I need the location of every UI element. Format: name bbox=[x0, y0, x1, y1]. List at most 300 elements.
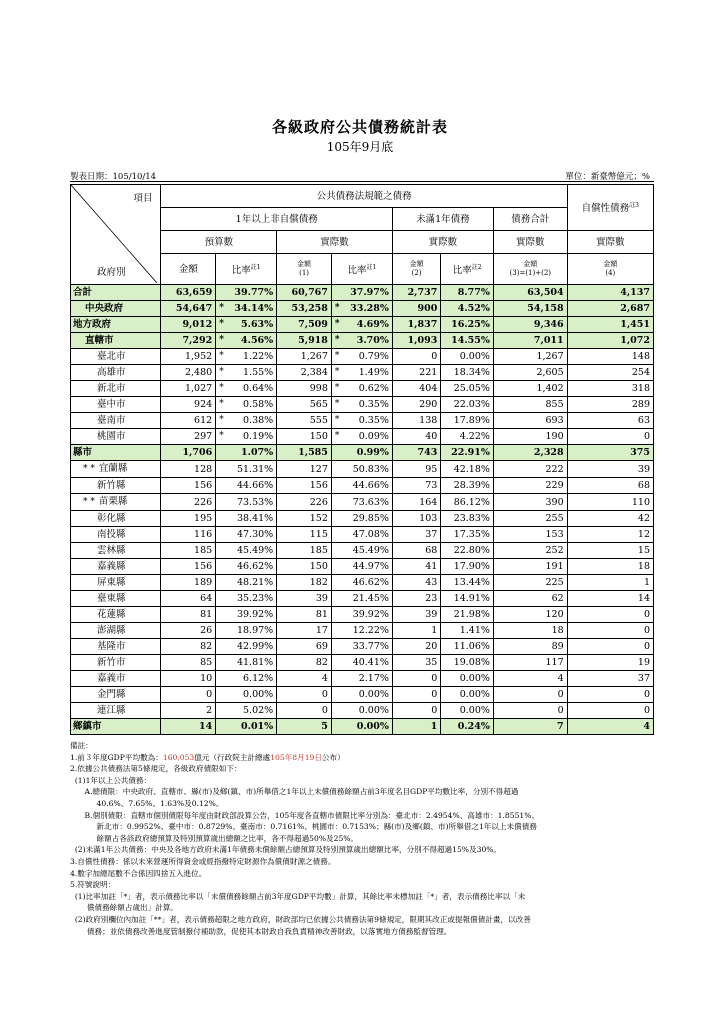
budget-ratio-cell bbox=[216, 397, 277, 413]
total-debt-cell: 62 bbox=[493, 591, 567, 607]
gov-name-cell bbox=[71, 461, 161, 478]
actual-amount-cell: 60,767 bbox=[277, 285, 332, 301]
note-line: 4.數字加總尾數不合係因四捨五入進位。 bbox=[70, 868, 207, 878]
budget-amount-cell: 189 bbox=[161, 575, 216, 591]
self-liquidating-cell: 63 bbox=[567, 413, 653, 429]
total-debt-cell: 390 bbox=[493, 494, 567, 511]
header-item: 項目 bbox=[133, 193, 153, 204]
budget-ratio-cell bbox=[216, 511, 277, 527]
short-term-amount-cell: 0 bbox=[392, 671, 440, 687]
actual-amount-cell: 53,258 bbox=[277, 301, 332, 317]
gov-name: 鄉鎮市 bbox=[73, 721, 102, 732]
gov-name-cell bbox=[71, 543, 161, 559]
self-liquidating-cell: 0 bbox=[567, 623, 653, 639]
table-row bbox=[71, 575, 654, 591]
ratio-value: 0.62% bbox=[358, 383, 389, 394]
table-row bbox=[71, 381, 654, 397]
gov-name-cell bbox=[71, 413, 161, 429]
short-term-amount-cell: 37 bbox=[392, 527, 440, 543]
ratio-value: 44.66% bbox=[236, 480, 274, 491]
budget-ratio-cell bbox=[216, 639, 277, 655]
short-term-ratio-cell: 13.44% bbox=[441, 575, 494, 591]
ratio-value: 73.63% bbox=[352, 496, 389, 508]
header-amount-5: 金額 (4) bbox=[567, 254, 653, 285]
self-liquidating-cell: 1,451 bbox=[567, 317, 653, 333]
budget-amount-cell: 81 bbox=[161, 607, 216, 623]
gov-name: 合計 bbox=[73, 287, 93, 298]
gov-name: 嘉義市 bbox=[97, 673, 126, 684]
ratio-value: 39.92% bbox=[352, 609, 389, 620]
ratio-value: 0.00% bbox=[358, 689, 389, 700]
short-term-amount-cell: 1 bbox=[392, 623, 440, 639]
actual-amount-cell: 1,267 bbox=[277, 349, 332, 365]
total-debt-cell: 120 bbox=[493, 607, 567, 623]
self-liquidating-cell: 0 bbox=[567, 687, 653, 703]
total-debt-cell: 1,267 bbox=[493, 349, 567, 365]
actual-ratio-cell bbox=[331, 607, 392, 623]
ratio-value: 5.63% bbox=[241, 319, 274, 330]
ratio-value: 0.00% bbox=[358, 705, 389, 716]
note-line: 2.依據公共債務法第5條規定，各級政府債限如下： bbox=[70, 764, 242, 774]
gov-name: 新竹市 bbox=[97, 657, 126, 668]
budget-amount-cell: 26 bbox=[161, 623, 216, 639]
short-term-ratio-cell: 18.34% bbox=[441, 365, 494, 381]
budget-ratio-cell bbox=[216, 591, 277, 607]
table-row bbox=[71, 559, 654, 575]
budget-amount-cell: 1,952 bbox=[161, 349, 216, 365]
budget-amount-cell: 2 bbox=[161, 703, 216, 719]
header-ratio-1: 比率$^{註1}$ bbox=[216, 254, 277, 285]
table-row bbox=[71, 655, 654, 671]
gov-name-cell bbox=[71, 591, 161, 607]
gov-name: 澎湖縣 bbox=[97, 625, 126, 636]
report-date: 製表日期：105/10/14 bbox=[70, 172, 157, 182]
total-debt-cell: 117 bbox=[493, 655, 567, 671]
gov-name-cell bbox=[71, 623, 161, 639]
header-ratio-3: 比率$^{註2}$ bbox=[441, 254, 494, 285]
page-subtitle: 105年9月底 bbox=[326, 140, 394, 154]
self-liquidating-cell: 37 bbox=[567, 671, 653, 687]
table-row bbox=[71, 413, 654, 429]
short-term-amount-cell: 1,837 bbox=[392, 317, 440, 333]
budget-ratio-cell bbox=[216, 527, 277, 543]
gov-name: 中央政府 bbox=[85, 303, 124, 314]
total-debt-cell: 855 bbox=[493, 397, 567, 413]
table-row bbox=[71, 285, 654, 301]
gov-name: 直轄市 bbox=[85, 335, 114, 346]
gov-name-cell bbox=[71, 559, 161, 575]
budget-amount-cell: 156 bbox=[161, 559, 216, 575]
ratio-value: 1.55% bbox=[243, 367, 274, 378]
budget-amount-cell: 9,012 bbox=[161, 317, 216, 333]
budget-ratio-cell bbox=[216, 461, 277, 478]
table-row bbox=[71, 478, 654, 494]
actual-ratio-cell bbox=[331, 478, 392, 494]
gov-name: 南投縣 bbox=[97, 529, 126, 540]
gov-name: 雲林縣 bbox=[97, 545, 126, 556]
total-debt-cell: 9,346 bbox=[493, 317, 567, 333]
gdp-ratio-mark: * bbox=[334, 335, 340, 345]
note-line: 5.符號說明： bbox=[70, 880, 116, 890]
table-row bbox=[71, 301, 654, 317]
gov-name-cell bbox=[71, 429, 161, 445]
gdp-ratio-mark: * bbox=[334, 367, 340, 377]
ratio-value: 46.62% bbox=[352, 577, 389, 588]
actual-amount-cell: 39 bbox=[277, 591, 332, 607]
short-term-amount-cell: 138 bbox=[392, 413, 440, 429]
ratio-value: 0.79% bbox=[358, 351, 389, 362]
actual-amount-cell: 1,585 bbox=[277, 445, 332, 461]
note-line: 餘額占各該政府總預算及特別預算歲出總額之比率，各不得超過50%及25%。 bbox=[70, 833, 359, 843]
self-liquidating-cell: 4 bbox=[567, 719, 653, 735]
budget-amount-cell: 14 bbox=[161, 719, 216, 735]
self-liquidating-cell: 1,072 bbox=[567, 333, 653, 349]
actual-amount-cell: 69 bbox=[277, 639, 332, 655]
gov-name-cell bbox=[71, 349, 161, 365]
total-debt-cell: 2,605 bbox=[493, 365, 567, 381]
short-term-amount-cell: 404 bbox=[392, 381, 440, 397]
actual-amount-cell: 127 bbox=[277, 461, 332, 478]
short-term-amount-cell: 41 bbox=[392, 559, 440, 575]
budget-ratio-cell bbox=[216, 719, 277, 735]
budget-ratio-cell bbox=[216, 494, 277, 511]
short-term-amount-cell: 20 bbox=[392, 639, 440, 655]
short-term-amount-cell: 73 bbox=[392, 478, 440, 494]
short-term-amount-cell: 2,737 bbox=[392, 285, 440, 301]
total-debt-cell: 0 bbox=[493, 687, 567, 703]
budget-amount-cell: 116 bbox=[161, 527, 216, 543]
short-term-ratio-cell: 17.90% bbox=[441, 559, 494, 575]
actual-amount-cell: 82 bbox=[277, 655, 332, 671]
ratio-value: 1.49% bbox=[358, 367, 389, 378]
budget-amount-cell: 195 bbox=[161, 511, 216, 527]
ratio-value: 2.17% bbox=[358, 673, 389, 684]
actual-amount-cell: 81 bbox=[277, 607, 332, 623]
budget-ratio-cell bbox=[216, 478, 277, 494]
gov-name-cell bbox=[71, 445, 161, 461]
ratio-value: 37.97% bbox=[350, 287, 389, 298]
gov-name-cell bbox=[71, 317, 161, 333]
total-debt-cell: 693 bbox=[493, 413, 567, 429]
gov-name: 新竹縣 bbox=[97, 480, 126, 491]
ratio-value: 33.77% bbox=[352, 641, 389, 652]
ratio-value: 51.31% bbox=[236, 463, 274, 475]
self-liquidating-cell: 318 bbox=[567, 381, 653, 397]
short-term-ratio-cell: 14.55% bbox=[441, 333, 494, 349]
self-liquidating-cell: 4,137 bbox=[567, 285, 653, 301]
gov-name-cell bbox=[71, 527, 161, 543]
total-debt-cell: 255 bbox=[493, 511, 567, 527]
actual-ratio-cell bbox=[331, 494, 392, 511]
ratio-value: 34.14% bbox=[234, 303, 274, 314]
short-term-amount-cell: 0 bbox=[392, 349, 440, 365]
actual-ratio-cell bbox=[331, 381, 392, 397]
short-term-ratio-cell: 28.39% bbox=[441, 478, 494, 494]
actual-amount-cell: 115 bbox=[277, 527, 332, 543]
gdp-ratio-mark: * bbox=[334, 415, 340, 425]
budget-ratio-cell bbox=[216, 543, 277, 559]
gov-name-cell bbox=[71, 511, 161, 527]
table-row bbox=[71, 687, 654, 703]
over-limit-mark: * * bbox=[83, 464, 95, 474]
ratio-value: 41.81% bbox=[236, 657, 274, 668]
table-row bbox=[71, 461, 654, 478]
header-budget: 預算數 bbox=[161, 231, 277, 254]
self-liquidating-cell: 0 bbox=[567, 639, 653, 655]
budget-ratio-cell bbox=[216, 575, 277, 591]
budget-amount-cell: 924 bbox=[161, 397, 216, 413]
table-row bbox=[71, 365, 654, 381]
actual-ratio-cell bbox=[331, 397, 392, 413]
ratio-value: 5.02% bbox=[243, 705, 274, 716]
header-amount-4: 金額 (3)=(1)+(2) bbox=[493, 254, 567, 285]
total-debt-cell: 1,402 bbox=[493, 381, 567, 397]
self-liquidating-cell: 2,687 bbox=[567, 301, 653, 317]
actual-ratio-cell bbox=[331, 365, 392, 381]
gdp-ratio-mark: * bbox=[219, 351, 224, 361]
actual-amount-cell: 156 bbox=[277, 478, 332, 494]
header-self-liq: 自償性債務$^{註3}$ bbox=[567, 185, 653, 231]
ratio-value: 50.83% bbox=[352, 463, 389, 475]
gdp-ratio-mark: * bbox=[219, 367, 224, 377]
self-liquidating-cell: 148 bbox=[567, 349, 653, 365]
budget-ratio-cell bbox=[216, 413, 277, 429]
ratio-value: 18.97% bbox=[236, 625, 274, 636]
ratio-value: 0.58% bbox=[243, 399, 274, 410]
gov-name-cell bbox=[71, 687, 161, 703]
self-liquidating-cell: 39 bbox=[567, 461, 653, 478]
gov-name: 臺東縣 bbox=[97, 593, 126, 604]
table-row bbox=[71, 527, 654, 543]
actual-ratio-cell bbox=[331, 317, 392, 333]
short-term-amount-cell: 23 bbox=[392, 591, 440, 607]
actual-ratio-cell bbox=[331, 639, 392, 655]
top-rule bbox=[70, 181, 654, 182]
self-liquidating-cell: 68 bbox=[567, 478, 653, 494]
short-term-ratio-cell: 25.05% bbox=[441, 381, 494, 397]
actual-amount-cell: 150 bbox=[277, 429, 332, 445]
actual-ratio-cell bbox=[331, 719, 392, 735]
actual-amount-cell: 4 bbox=[277, 671, 332, 687]
table-row bbox=[71, 607, 654, 623]
gov-name: 縣市 bbox=[73, 447, 93, 458]
budget-ratio-cell bbox=[216, 671, 277, 687]
ratio-value: 4.69% bbox=[356, 319, 389, 330]
ratio-value: 21.45% bbox=[352, 593, 389, 604]
ratio-value: 38.41% bbox=[236, 513, 274, 524]
budget-amount-cell: 226 bbox=[161, 494, 216, 511]
gov-name-cell bbox=[71, 381, 161, 397]
note-line: 3.自償性債務：係以未來營運所得資金或經指撥特定財源作為償債財源之債務。 bbox=[70, 856, 336, 866]
ratio-value: 0.99% bbox=[356, 447, 389, 458]
budget-ratio-cell bbox=[216, 687, 277, 703]
note-line: 新北市：0.9952%、臺中市：0.8729%、臺南市：0.7161%、桃園市：0.7153%；縣(市)及鄉(鎮、市)所舉借之1年以上未償債務 bbox=[70, 822, 537, 832]
ratio-value: 44.97% bbox=[352, 561, 389, 572]
gdp-ratio-mark: * bbox=[219, 431, 224, 441]
notes-section bbox=[70, 740, 654, 937]
short-term-amount-cell: 1 bbox=[392, 719, 440, 735]
budget-amount-cell: 2,480 bbox=[161, 365, 216, 381]
header-amount-3: 金額 (2) bbox=[392, 254, 440, 285]
actual-ratio-cell bbox=[331, 445, 392, 461]
table-row bbox=[71, 333, 654, 349]
short-term-amount-cell: 164 bbox=[392, 494, 440, 511]
short-term-amount-cell: 900 bbox=[392, 301, 440, 317]
gov-name-cell bbox=[71, 639, 161, 655]
table-row bbox=[71, 703, 654, 719]
total-debt-cell: 89 bbox=[493, 639, 567, 655]
gov-name-cell bbox=[71, 719, 161, 735]
actual-ratio-cell bbox=[331, 413, 392, 429]
self-liquidating-cell: 110 bbox=[567, 494, 653, 511]
short-term-amount-cell: 221 bbox=[392, 365, 440, 381]
gov-name-cell bbox=[71, 333, 161, 349]
header-corner-cell bbox=[71, 185, 161, 285]
header-law-scope: 公共債務法規範之債務 bbox=[161, 185, 567, 208]
gov-name: 臺南市 bbox=[97, 415, 126, 426]
header-above1: 1年以上非自償債務 bbox=[161, 208, 392, 231]
self-liquidating-cell: 289 bbox=[567, 397, 653, 413]
total-debt-cell: 153 bbox=[493, 527, 567, 543]
short-term-ratio-cell: 19.08% bbox=[441, 655, 494, 671]
budget-ratio-cell bbox=[216, 285, 277, 301]
budget-amount-cell: 128 bbox=[161, 461, 216, 478]
ratio-value: 47.08% bbox=[352, 529, 389, 540]
ratio-value: 0.00% bbox=[356, 721, 389, 732]
actual-amount-cell: 0 bbox=[277, 687, 332, 703]
note-line: 40.6%、7.65%、1.63%及0.12%。 bbox=[70, 798, 224, 808]
header-amount-2: 金額 (1) bbox=[277, 254, 332, 285]
ratio-value: 1.22% bbox=[243, 351, 274, 362]
ratio-value: 0.09% bbox=[358, 431, 389, 442]
actual-amount-cell: 182 bbox=[277, 575, 332, 591]
budget-amount-cell: 10 bbox=[161, 671, 216, 687]
short-term-ratio-cell: 86.12% bbox=[441, 494, 494, 511]
ratio-value: 0.35% bbox=[358, 415, 389, 426]
gov-name-cell bbox=[71, 671, 161, 687]
ratio-value: 73.53% bbox=[236, 496, 274, 508]
total-debt-cell: 252 bbox=[493, 543, 567, 559]
header-amount-1: 金額 bbox=[161, 254, 216, 285]
ratio-value: 33.28% bbox=[350, 303, 389, 314]
actual-ratio-cell bbox=[331, 429, 392, 445]
budget-ratio-cell bbox=[216, 623, 277, 639]
actual-ratio-cell bbox=[331, 575, 392, 591]
total-debt-cell: 7,011 bbox=[493, 333, 567, 349]
short-term-ratio-cell: 21.98% bbox=[441, 607, 494, 623]
short-term-amount-cell: 1,093 bbox=[392, 333, 440, 349]
total-debt-cell: 0 bbox=[493, 703, 567, 719]
ratio-value: 4.56% bbox=[241, 335, 274, 346]
gov-name-cell bbox=[71, 301, 161, 317]
short-term-amount-cell: 35 bbox=[392, 655, 440, 671]
short-term-ratio-cell: 0.00% bbox=[441, 703, 494, 719]
total-debt-cell: 225 bbox=[493, 575, 567, 591]
over-limit-mark: * * bbox=[83, 497, 95, 507]
total-debt-cell: 7 bbox=[493, 719, 567, 735]
gov-name-cell bbox=[71, 285, 161, 301]
table-row bbox=[71, 349, 654, 365]
budget-amount-cell: 7,292 bbox=[161, 333, 216, 349]
actual-amount-cell: 152 bbox=[277, 511, 332, 527]
self-liquidating-cell: 19 bbox=[567, 655, 653, 671]
self-liquidating-cell: 1 bbox=[567, 575, 653, 591]
actual-ratio-cell bbox=[331, 559, 392, 575]
short-term-amount-cell: 0 bbox=[392, 687, 440, 703]
note-line: 償債務餘額占歲出」計算。 bbox=[70, 903, 179, 913]
header-actual-1: 實際數 bbox=[277, 231, 393, 254]
short-term-amount-cell: 68 bbox=[392, 543, 440, 559]
short-term-ratio-cell: 4.22% bbox=[441, 429, 494, 445]
gov-name: 桃園市 bbox=[97, 431, 126, 442]
gdp-ratio-mark: * bbox=[334, 351, 340, 361]
actual-ratio-cell bbox=[331, 511, 392, 527]
table-row bbox=[71, 511, 654, 527]
ratio-value: 6.12% bbox=[243, 673, 274, 684]
ratio-value: 29.85% bbox=[352, 513, 389, 524]
actual-ratio-cell bbox=[331, 591, 392, 607]
note-line: (1)比率加註「*」者，表示債務比率以「未償債務餘額占前3年度GDP平均數」計算，其餘比率未標加註「*」者，表示債務比率以「未 bbox=[70, 891, 526, 901]
header-under1: 未滿1年債務 bbox=[392, 208, 493, 231]
note-1: 1.前３年度GDP平均數為：160,053億元（行政院主計總處105年8月19日公布） bbox=[70, 752, 345, 762]
ratio-value: 0.01% bbox=[241, 721, 274, 732]
gdp-ratio-mark: * bbox=[219, 399, 224, 409]
actual-amount-cell: 185 bbox=[277, 543, 332, 559]
gov-name-cell bbox=[71, 703, 161, 719]
actual-ratio-cell bbox=[331, 623, 392, 639]
gov-name: 臺中市 bbox=[97, 399, 126, 410]
total-debt-cell: 229 bbox=[493, 478, 567, 494]
total-debt-cell: 190 bbox=[493, 429, 567, 445]
short-term-amount-cell: 0 bbox=[392, 703, 440, 719]
notes-head: 備註： bbox=[70, 741, 93, 750]
self-liquidating-cell: 18 bbox=[567, 559, 653, 575]
actual-amount-cell: 17 bbox=[277, 623, 332, 639]
table-row bbox=[71, 543, 654, 559]
gov-name: 新北市 bbox=[97, 383, 126, 394]
note-line: B.個別債限：直轄市個別債限每年度由財政部設算公告，105年度各直轄市債限比率分別為：臺北市：2.4954%、高雄市：1.8551%、 bbox=[70, 810, 540, 820]
ratio-value: 0.19% bbox=[243, 431, 274, 442]
gov-name: 基隆市 bbox=[97, 641, 126, 652]
actual-amount-cell: 0 bbox=[277, 703, 332, 719]
gov-name: 高雄市 bbox=[97, 367, 126, 378]
note-line: 債務；並依債務改善進度管制撥付補助款，促使其本財政自我負責精神改善財政，以落實地方債務監督管理。 bbox=[70, 926, 452, 936]
budget-ratio-cell bbox=[216, 365, 277, 381]
total-debt-cell: 18 bbox=[493, 623, 567, 639]
budget-ratio-cell bbox=[216, 703, 277, 719]
page-title: 各級政府公共債務統計表 bbox=[271, 118, 448, 136]
actual-ratio-cell bbox=[331, 703, 392, 719]
gdp-ratio-mark: * bbox=[334, 431, 340, 441]
gov-name-cell bbox=[71, 397, 161, 413]
gdp-ratio-mark: * bbox=[334, 399, 340, 409]
gdp-ratio-mark: * bbox=[219, 319, 224, 329]
table-row bbox=[71, 591, 654, 607]
short-term-ratio-cell: 22.03% bbox=[441, 397, 494, 413]
short-term-ratio-cell: 0.00% bbox=[441, 671, 494, 687]
actual-ratio-cell bbox=[331, 687, 392, 703]
gov-name: 宜蘭縣 bbox=[98, 463, 128, 474]
ratio-value: 0.00% bbox=[243, 689, 274, 700]
gov-name: 屏東縣 bbox=[97, 577, 126, 588]
total-debt-cell: 222 bbox=[493, 461, 567, 478]
actual-ratio-cell bbox=[331, 333, 392, 349]
budget-amount-cell: 297 bbox=[161, 429, 216, 445]
actual-amount-cell: 565 bbox=[277, 397, 332, 413]
table-row bbox=[71, 429, 654, 445]
gov-name: 嘉義縣 bbox=[97, 561, 126, 572]
actual-amount-cell: 226 bbox=[277, 494, 332, 511]
